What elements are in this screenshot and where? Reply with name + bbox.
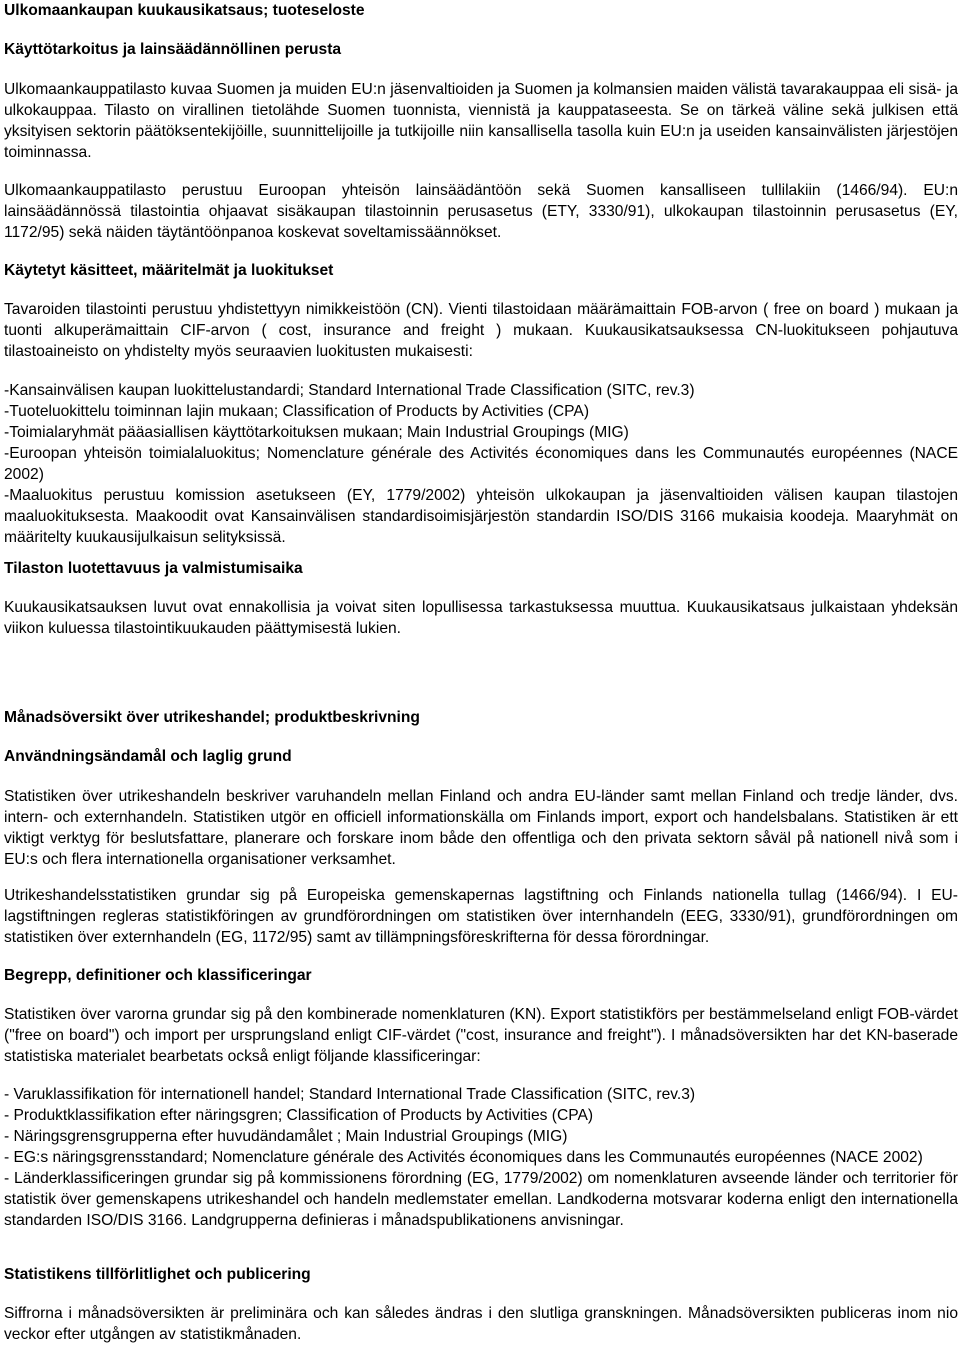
sv-classification-list [4,1084,958,1231]
list-item: -Toimialaryhmät pääasiallisen käyttötarkoituksen mukaan; Main Industrial Groupings (MIG) [4,424,629,441]
sv-paragraph-reliability: Siffrorna i månadsöversikten är preliminära och kan således ändras i den slutliga granskningen. Månadsöversikten publiceras inom nio veckor efter utgången av statistikmånaden. [4,1305,958,1343]
list-item: -Kansainvälisen kaupan luokittelustandardi; Standard International Trade Classification (SITC, rev.3) [4,382,695,399]
list-item: -Maaluokitus perustuu komission asetukseen (EY, 1779/2002) yhteisön ulkokaupan ja jäsenvaltioiden välisen kaupan tilastojen maaluokituksesta. Maakoodit ovat Kansainvälisen standardisoimisjärjestön standardin ISO/DIS 3166 mukaisia koodeja. Maaryhmät on määritelty kuukausijulkaisun selityksissä. [4,487,958,546]
sv-paragraph-concepts: Statistiken över varorna grundar sig på den kombinerade nomenklaturen (KN). Export statistikförs per bestämmelseland enligt FOB-värdet ("free on board") och import per ursprungsland enligt CIF-värdet ("cost, insurance and freight"). I månadsöversikten har det KN-baserade statistiska materialet bearbetats också enligt följande klassificeringar: [4,1006,958,1065]
fi-paragraph-purpose-2: Ulkomaankauppatilasto perustuu Euroopan yhteisön lainsäädäntöön sekä Suomen kansalliseen tullilakiin (1466/94). EU:n lainsäädännössä tilastointia ohjaavat sisäkaupan tilastoinnin perusasetus (ETY, 3330/91), ulkokaupan tilastoinnin perusasetus (EY, 1172/95) sekä näiden täytäntöönpanoa koskevat soveltamissäännökset. [4,182,958,241]
fi-section-heading-reliability: Tilaston luotettavuus ja valmistumisaika [4,560,303,577]
fi-document-title: Ulkomaankaupan kuukausikatsaus; tuoteseloste [4,2,365,19]
sv-section-heading-concepts: Begrepp, definitioner och klassificeringar [4,967,312,984]
sv-section-heading-reliability: Statistikens tillförlitlighet och publicering [4,1266,311,1283]
fi-paragraph-concepts: Tavaroiden tilastointi perustuu yhdistettyyn nimikkeistöön (CN). Vienti tilastoidaan määrämaittain FOB-arvon ( free on board ) mukaan ja tuonti alkuperämaittain CIF-arvon ( cost, insurance and freight ) mukaan. Kuukausikatsauksessa CN-luokitukseen pohjautuva tilastoaineisto on yhdistelty myös seuraavien luokitusten mukaisesti: [4,301,958,360]
sv-section-heading-purpose: Användningsändamål och laglig grund [4,748,292,765]
fi-section-heading-concepts: Käytetyt käsitteet, määritelmät ja luokitukset [4,262,334,279]
list-item: -Tuoteluokittelu toiminnan lajin mukaan; Classification of Products by Activities (CPA) [4,403,590,420]
list-item: - Näringsgrensgrupperna efter huvudändamålet ; Main Industrial Groupings (MIG) [4,1128,568,1145]
sv-paragraph-purpose-1: Statistiken över utrikeshandeln beskriver varuhandeln mellan Finland och andra EU-länder samt mellan Finland och tredje länder, dvs. intern- och externhandeln. Statistiken utgör en officiell informationskälla om Finlands import, export och handelsbalans. Statistiken är ett viktigt verktyg för beslutsfattare, planerare och forskare inom både den offentliga och den privata sektorn såväl på nationell nivå som i EU:s och flera internationella organisationer verksamhet. [4,788,958,868]
list-item: - EG:s näringsgrensstandard; Nomenclature générale des Activités économiques dans les Communautés européennes (NACE 2002) [4,1149,923,1166]
sv-paragraph-purpose-2: Utrikeshandelsstatistiken grundar sig på Europeiska gemenskapernas lagstiftning och Finlands nationella tullag (1466/94). I EU-lagstiftningen regleras statistikföringen av grundförordningen om statistiken över internhandeln (EEG, 3330/91), grundförordningen om statistiken över externhandeln (EG, 1172/95) samt av tillämpningsföreskrifterna för dessa förordningar. [4,887,958,946]
fi-classification-list [4,380,958,548]
list-item: - Varuklassifikation för internationell handel; Standard International Trade Classification (SITC, rev.3) [4,1086,696,1103]
fi-paragraph-reliability: Kuukausikatsauksen luvut ovat ennakollisia ja voivat siten lopullisessa tarkastuksessa muuttua. Kuukausikatsaus julkaistaan yhdeksän viikon kuluessa tilastointikuukauden päättymisestä lukien. [4,599,958,637]
list-item: -Euroopan yhteisön toimialaluokitus; Nomenclature générale des Activités économiques dans les Communautés européennes (NACE 2002) [4,445,958,483]
fi-paragraph-purpose-1: Ulkomaankauppatilasto kuvaa Suomen ja muiden EU:n jäsenvaltioiden ja Suomen ja kolmansien maiden välistä tavarakauppaa eli sisä- ja ulkokauppaa. Tilasto on virallinen tietolähde Suomen tuonnista, viennistä ja kauppataseesta. Se on tärkeä väline sekä julkisen että yksityisen sektorin päätöksentekijöille, suunnittelijoille ja tutkijoille niin kansallisella tasolla kuin EU:n ja useiden kansainvälisten järjestöjen toiminnassa. [4,81,958,161]
sv-document-title: Månadsöversikt över utrikeshandel; produktbeskrivning [4,709,420,726]
fi-section-heading-purpose: Käyttötarkoitus ja lainsäädännöllinen perusta [4,41,342,58]
list-item: - Produktklassifikation efter näringsgren; Classification of Products by Activities (CPA) [4,1107,594,1124]
list-item: - Länderklassificeringen grundar sig på kommissionens förordning (EG, 1779/2002) om nomenklaturen avseende länder och territorier för statistik över gemenskapens utrikeshandel och handeln medlemstater emellan. Landkoderna motsvarar koderna enligt den internationella standarden ISO/DIS 3166. Landgrupperna definieras i månadspublikationens anvisningar. [4,1170,958,1229]
